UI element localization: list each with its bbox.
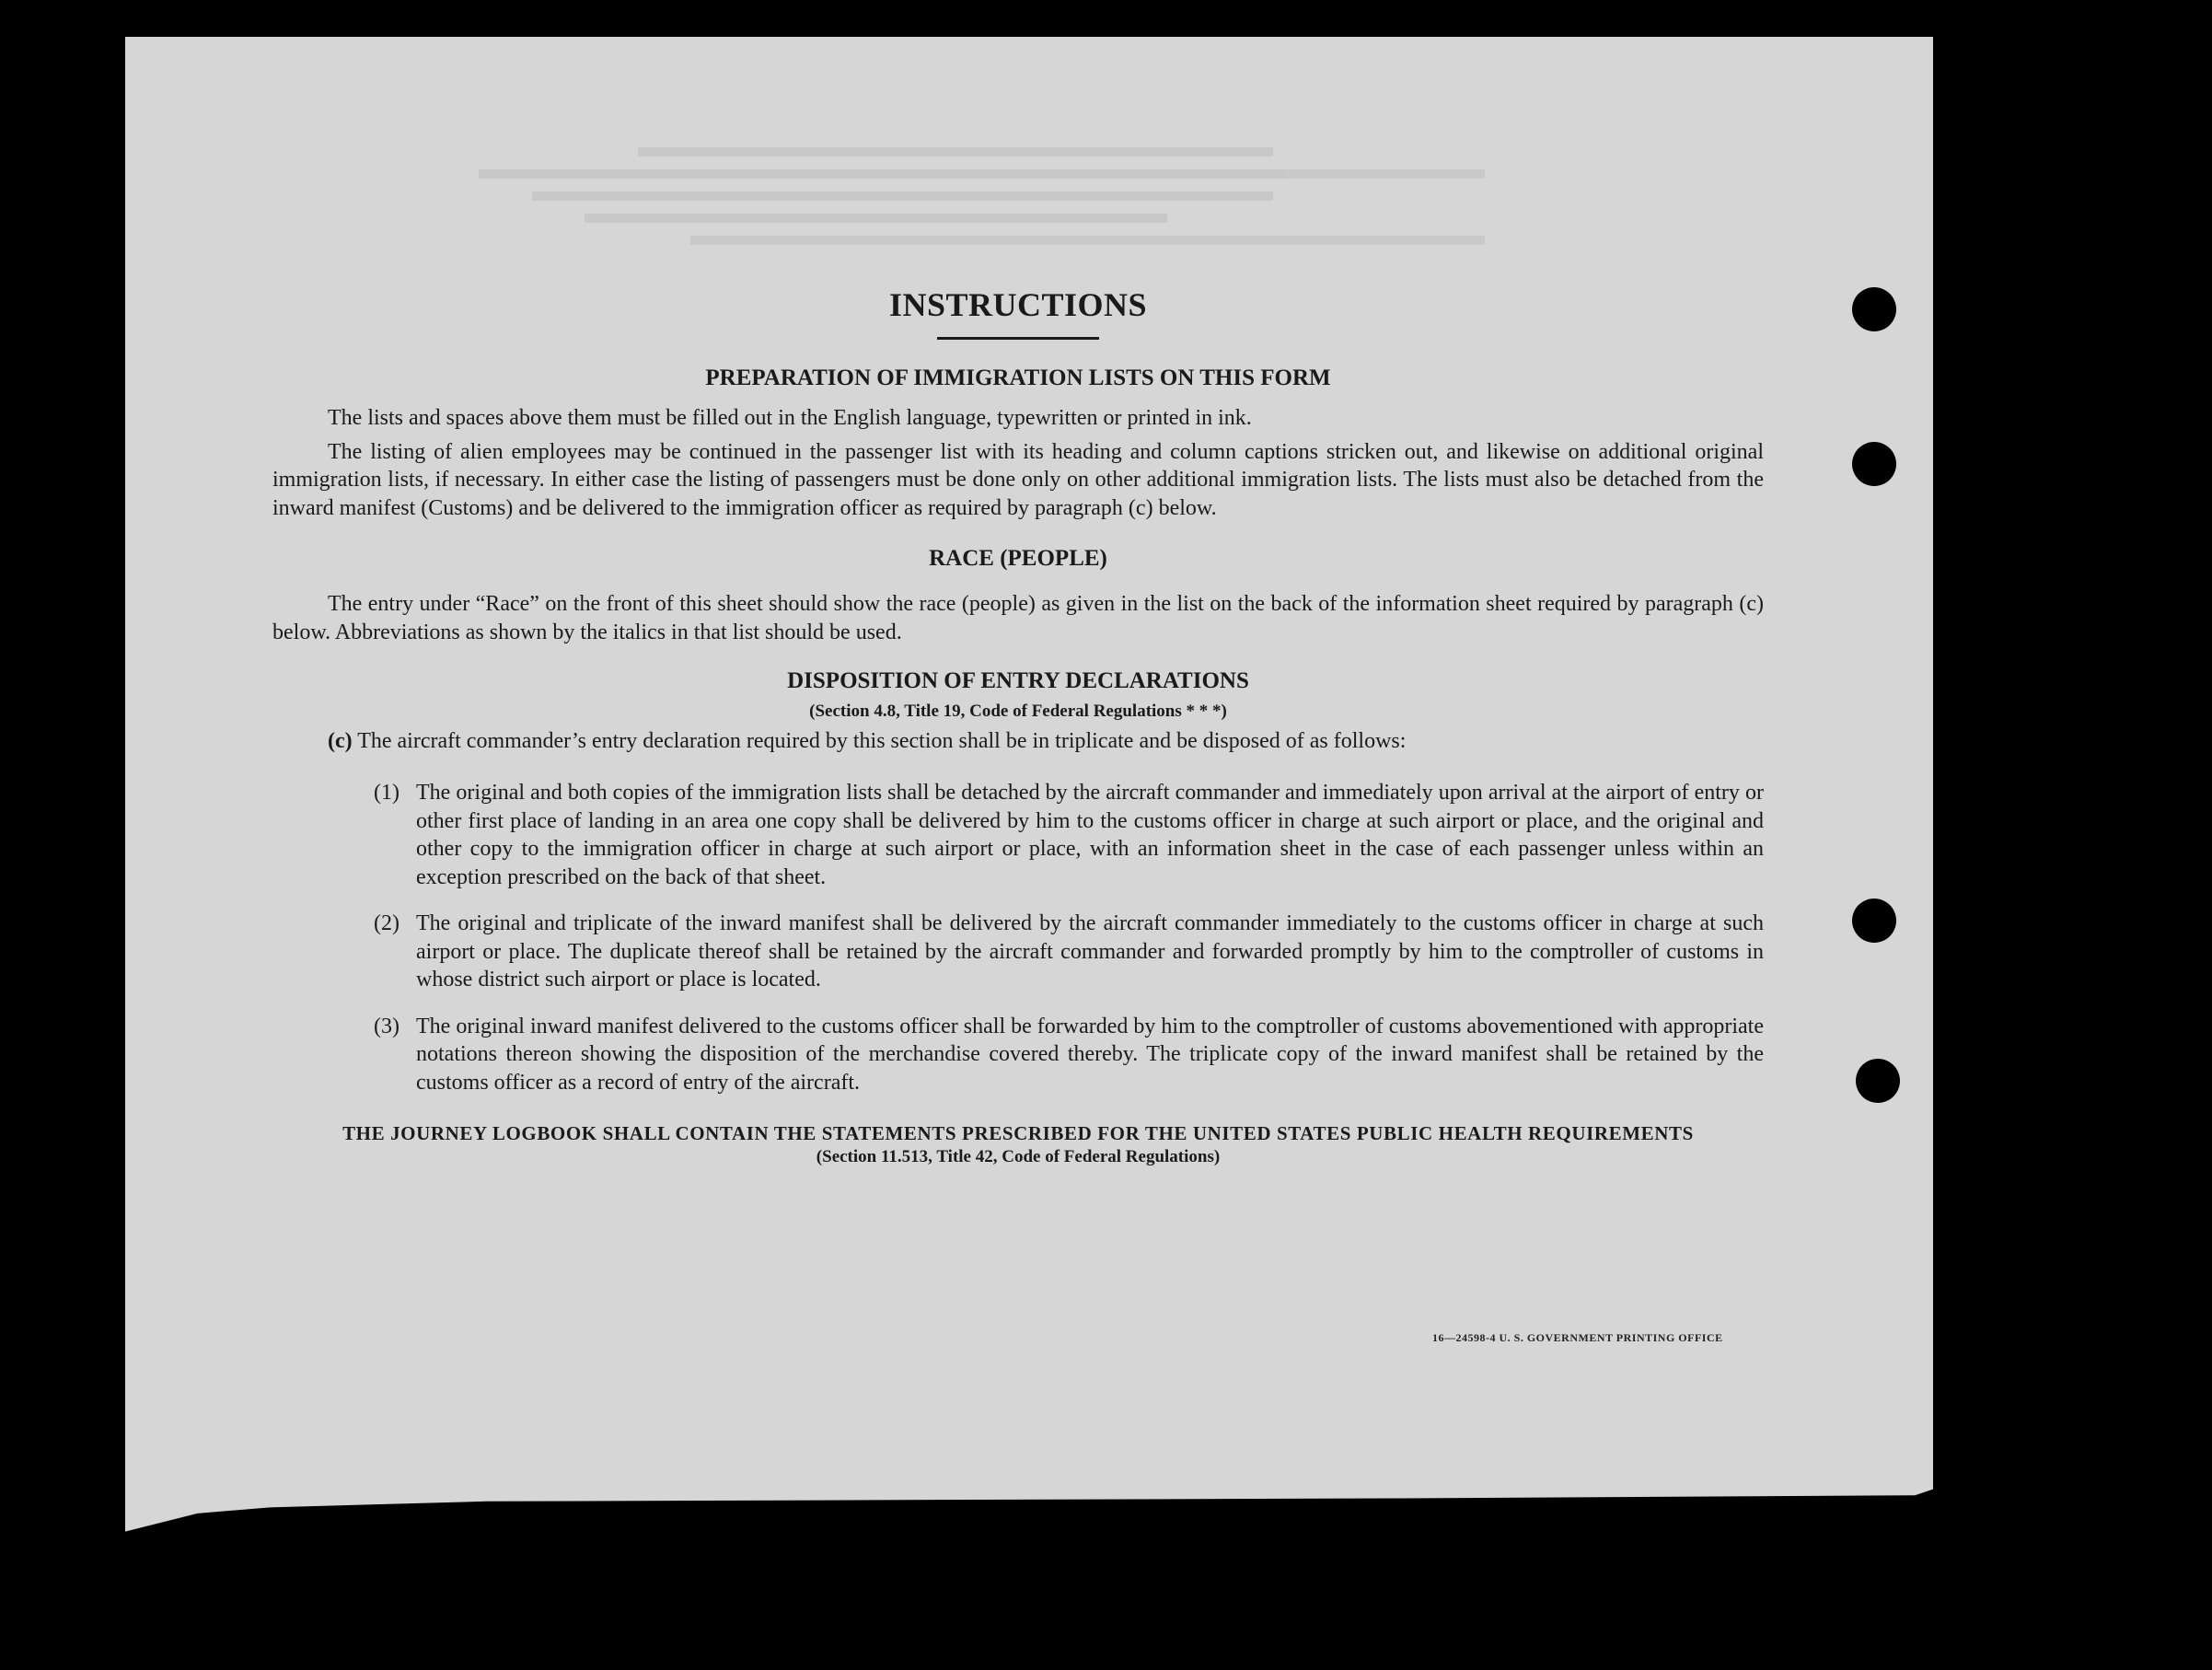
section-heading-preparation: PREPARATION OF IMMIGRATION LISTS ON THIS FORM: [705, 365, 1331, 390]
bleed-through-text: [479, 134, 1537, 273]
paragraph-c: [328, 727, 1764, 755]
item-text: The original and both copies of the immigration lists shall be detached by the aircraft commander and immediately upon arrival at the airport of entry or other first place of landing in an area one copy shall be delivered by him to the customs officer in charge at such airport or place, and the original and other copy to the immigration officer in charge at such airport or place, with an information sheet in the case of each passenger unless within an exception prescribed on the back of that sheet.: [416, 781, 1764, 889]
preparation-paragraph-1: The lists and spaces above them must be filled out in the English language, typewritten or printed in ink.: [328, 406, 1252, 430]
paragraph-c-text: The aircraft commander’s entry declaration required by this section shall be in triplicate and be disposed of as follows:: [357, 729, 1407, 753]
list-item: [374, 779, 1764, 891]
list-item: [374, 910, 1764, 994]
race-paragraph: The entry under “Race” on the front of this sheet should show the race (people) as given in the list on the back of the information sheet required by paragraph (c) below. Abbreviations as shown by the italics in that list should be used.: [272, 592, 1764, 644]
punch-hole: [1852, 287, 1896, 331]
list-item: [374, 1013, 1764, 1097]
instructions-content: [272, 285, 1764, 1167]
title-underline: [937, 337, 1099, 340]
preparation-paragraph-2: The listing of alien employees may be continued in the passenger list with its heading and column captions stricken out, and likewise on additional original immigration lists, if necessary. In either case the listing of passengers must be done only on other additional immigration lists. The lists must also be detached from the inward manifest (Customs) and be delivered to the immigration officer as required by paragraph (c) below.: [272, 439, 1764, 520]
item-text: The original and triplicate of the inward manifest shall be delivered by the aircraft commander immediately to the customs officer in charge at such airport or place. The duplicate thereof shall be retained by the aircraft commander and forwarded promptly by him to the comptroller of customs in whose district such airport or place is located.: [416, 911, 1764, 992]
race-section: [272, 590, 1764, 646]
punch-hole: [1852, 442, 1896, 486]
item-number: (1): [374, 781, 400, 805]
punch-hole: [1852, 899, 1896, 943]
section-heading-race: RACE (PEOPLE): [929, 546, 1107, 571]
punch-hole: [1856, 1059, 1900, 1103]
item-number: (2): [374, 911, 400, 935]
preparation-section: [272, 404, 1764, 522]
paragraph-c-label: (c): [328, 729, 353, 753]
footer-citation: (Section 11.513, Title 42, Code of Federal Regulations): [816, 1147, 1221, 1166]
section-heading-disposition: DISPOSITION OF ENTRY DECLARATIONS: [787, 668, 1249, 693]
item-number: (3): [374, 1014, 400, 1038]
disposition-citation: (Section 4.8, Title 19, Code of Federal Regulations * * *): [809, 702, 1227, 721]
footer-statement: THE JOURNEY LOGBOOK SHALL CONTAIN THE STATEMENTS PRESCRIBED FOR THE UNITED STATES PUBLIC HEALTH REQUIREMENTS: [342, 1122, 1694, 1144]
page-title: INSTRUCTIONS: [888, 286, 1148, 323]
item-text: The original inward manifest delivered to the customs officer shall be forwarded by him to the comptroller of customs abovementioned with appropriate notations thereon showing the disposition of the merchandise covered thereby. The triplicate copy of the inward manifest shall be retained by the customs officer as a record of entry of the aircraft.: [416, 1014, 1764, 1095]
printing-office-imprint: 16—24598-4 U. S. GOVERNMENT PRINTING OFFICE: [1432, 1331, 1723, 1344]
